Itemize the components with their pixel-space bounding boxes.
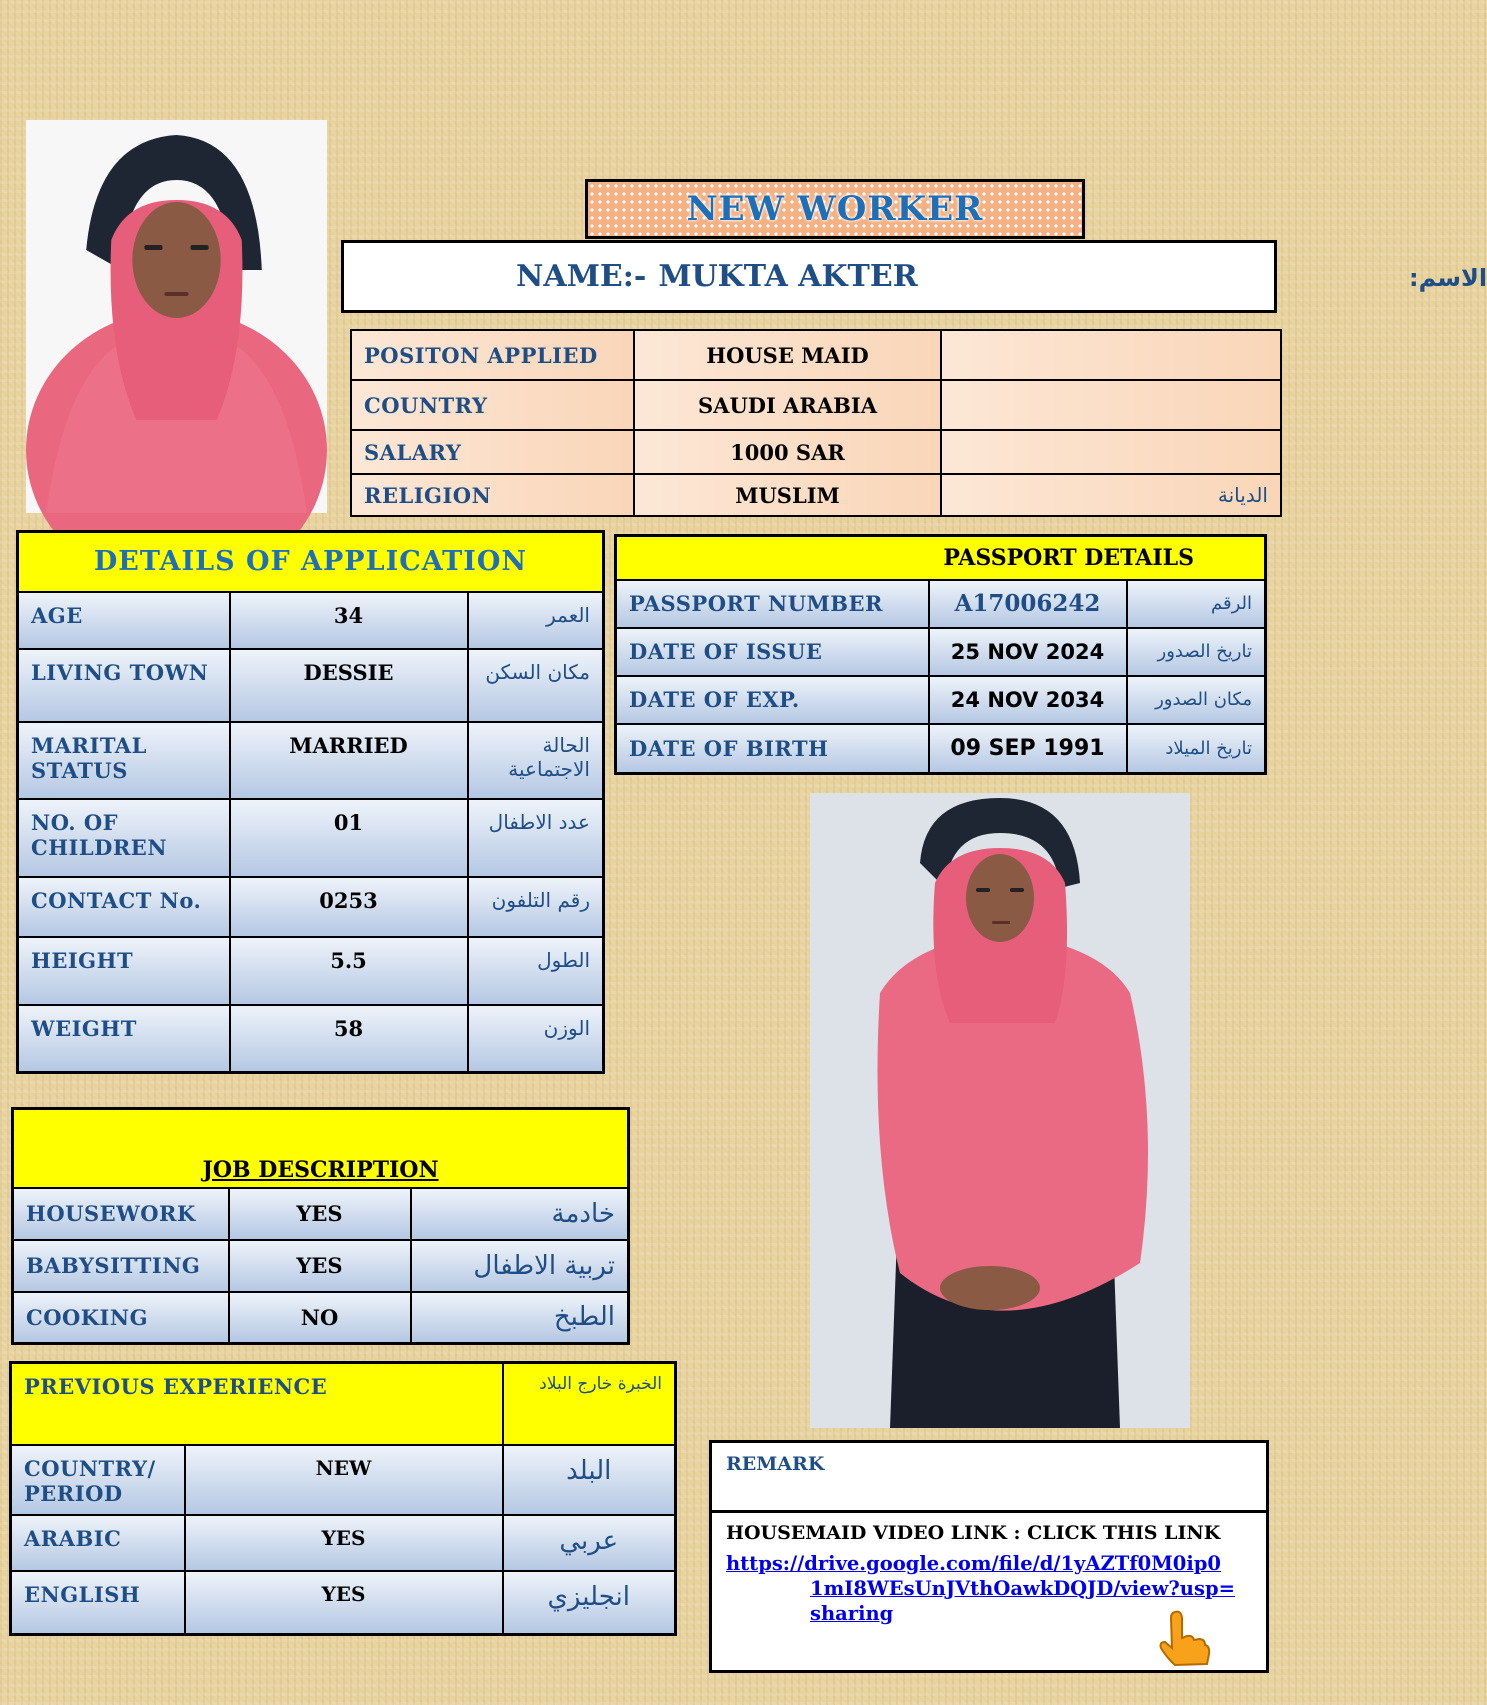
application-row [18,649,604,722]
experience-label: COUNTRY/ PERIOD [11,1445,185,1515]
application-details-table [16,530,605,1074]
summary-label: SALARY [351,430,634,474]
experience-value: NEW [185,1445,503,1515]
application-row [18,877,604,937]
job-arabic: الطبخ [411,1292,629,1344]
application-arabic: الوزن [468,1005,604,1073]
passport-arabic: تاريخ الصدور [1127,628,1266,676]
experience-title-arabic: الخبرة خارج البلاد [503,1363,676,1445]
job-arabic: تربية الاطفال [411,1240,629,1292]
passport-label: PASSPORT NUMBER [616,580,929,628]
experience-label: ENGLISH [11,1571,185,1635]
application-header-row [18,532,604,592]
summary-label: COUNTRY [351,380,634,430]
summary-arabic: الديانة [941,474,1281,516]
passport-value: 25 NOV 2024 [929,628,1127,676]
summary-arabic [941,330,1281,380]
passport-row [616,580,1266,628]
remark-box [709,1440,1269,1673]
passport-arabic: الرقم [1127,580,1266,628]
remark-title-row [712,1443,1266,1513]
video-link-label: HOUSEMAID VIDEO LINK : CLICK THIS LINK [726,1522,1221,1544]
application-arabic: العمر [468,592,604,649]
pointing-hand-icon[interactable] [1152,1608,1222,1670]
passport-title: PASSPORT DETAILS [616,536,1266,580]
summary-row [351,430,1281,474]
passport-label: DATE OF EXP. [616,676,929,724]
passport-row [616,676,1266,724]
job-row [13,1240,629,1292]
passport-header-row [616,536,1266,580]
application-label: WEIGHT [18,1005,230,1073]
application-value: 58 [230,1005,468,1073]
passport-value: A17006242 [929,580,1127,628]
experience-header-row [11,1363,676,1445]
experience-value: YES [185,1571,503,1635]
new-worker-title-text: NEW WORKER [686,189,984,229]
application-row [18,1005,604,1073]
experience-value: YES [185,1515,503,1571]
remark-title: REMARK [726,1453,825,1475]
job-row [13,1292,629,1344]
application-row [18,592,604,649]
job-description-table [11,1107,630,1345]
video-link-line1: https://drive.google.com/file/d/1yAZTf0M0ip0 [726,1552,1221,1575]
job-label: COOKING [13,1292,229,1344]
summary-row [351,330,1281,380]
summary-table [350,329,1282,517]
passport-details-table [614,534,1267,775]
application-value: MARRIED [230,722,468,799]
application-label: HEIGHT [18,937,230,1005]
worker-name-value: MUKTA AKTER [658,259,918,294]
application-arabic: رقم التلفون [468,877,604,937]
application-title: DETAILS OF APPLICATION [18,532,604,592]
job-header-row [13,1109,629,1188]
new-worker-title [585,179,1085,239]
job-title: JOB DESCRIPTION [13,1109,629,1188]
passport-label: DATE OF BIRTH [616,724,929,774]
name-label: NAME:- [516,259,647,294]
passport-arabic: تاريخ الميلاد [1127,724,1266,774]
summary-label: POSITON APPLIED [351,330,634,380]
job-value: YES [229,1188,411,1240]
application-value: 5.5 [230,937,468,1005]
summary-value: HOUSE MAID [634,330,941,380]
worker-full-body-photo [810,793,1190,1428]
job-value: NO [229,1292,411,1344]
experience-arabic: عربي [503,1515,676,1571]
experience-arabic: البلد [503,1445,676,1515]
application-arabic: الحالة الاجتماعية [468,722,604,799]
job-label: HOUSEWORK [13,1188,229,1240]
summary-value: 1000 SAR [634,430,941,474]
job-row [13,1188,629,1240]
summary-label: RELIGION [351,474,634,516]
summary-arabic [941,430,1281,474]
worker-name-line [344,243,1280,310]
previous-experience-table [9,1361,677,1636]
video-link-line2: 1mI8WEsUnJVthOawkDQJD/view?usp= [810,1577,1235,1600]
experience-label: ARABIC [11,1515,185,1571]
worker-headshot-photo [26,120,327,513]
application-value: DESSIE [230,649,468,722]
job-label: BABYSITTING [13,1240,229,1292]
application-row [18,722,604,799]
summary-row [351,474,1281,516]
summary-arabic [941,380,1281,430]
application-arabic: عدد الاطفال [468,799,604,877]
application-row [18,799,604,877]
application-label: LIVING TOWN [18,649,230,722]
application-row [18,937,604,1005]
video-link-line3: sharing [810,1602,894,1625]
application-value: 01 [230,799,468,877]
worker-name-box [341,240,1487,313]
application-label: NO. OF CHILDREN [18,799,230,877]
summary-value: SAUDI ARABIA [634,380,941,430]
experience-arabic: انجليزي [503,1571,676,1635]
job-arabic: خادمة [411,1188,629,1240]
experience-row [11,1445,676,1515]
passport-label: DATE OF ISSUE [616,628,929,676]
experience-title: PREVIOUS EXPERIENCE [11,1363,503,1445]
summary-row [351,380,1281,430]
passport-value: 24 NOV 2034 [929,676,1127,724]
experience-row [11,1515,676,1571]
application-arabic: الطول [468,937,604,1005]
application-value: 34 [230,592,468,649]
passport-arabic: مكان الصدور [1127,676,1266,724]
job-value: YES [229,1240,411,1292]
experience-row [11,1571,676,1635]
application-arabic: مكان السكن [468,649,604,722]
application-label: MARITAL STATUS [18,722,230,799]
passport-row [616,724,1266,774]
name-arabic-label: الاسم: [1409,264,1487,292]
passport-value: 09 SEP 1991 [929,724,1127,774]
application-label: AGE [18,592,230,649]
summary-value: MUSLIM [634,474,941,516]
passport-row [616,628,1266,676]
application-label: CONTACT No. [18,877,230,937]
application-value: 0253 [230,877,468,937]
